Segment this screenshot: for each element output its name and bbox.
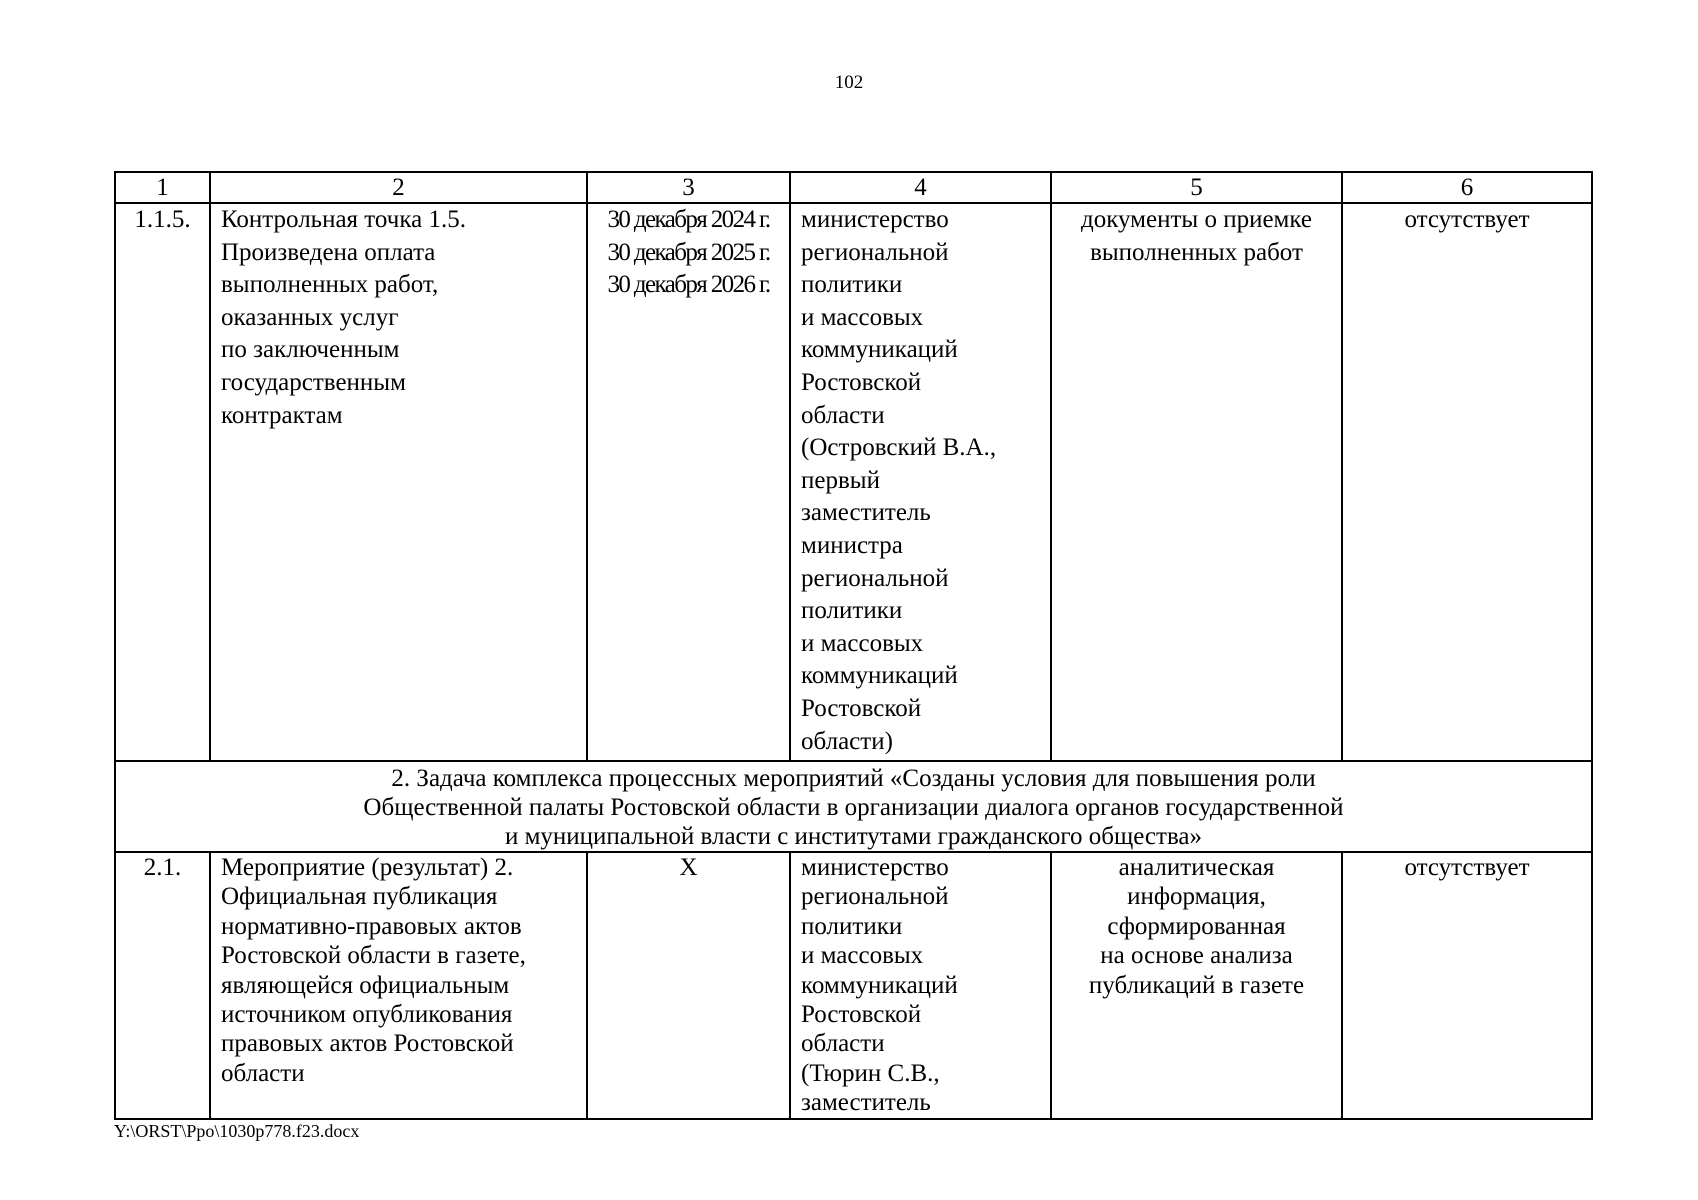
table-row (115, 852, 1592, 1119)
text-line: области) (801, 727, 893, 755)
text-line: региональной (801, 238, 949, 266)
information-system: отсутствует (1342, 852, 1592, 1119)
row-number: 2.1. (115, 852, 210, 1119)
text-line: области (221, 1059, 305, 1087)
text-line: являющейся официальным (221, 971, 510, 999)
text-line: Ростовской области в газете, (221, 942, 526, 970)
text-line: политики (801, 271, 903, 299)
text-line: на основе анализа (1100, 942, 1293, 970)
text-line: аналитическая (1118, 854, 1275, 881)
text-line: министерство (801, 854, 949, 881)
column-number: 6 (1342, 172, 1592, 203)
text-line: и массовых (801, 303, 924, 331)
text-line: политики (801, 597, 903, 625)
text-line: Ростовской (801, 368, 922, 396)
text-line: министра (801, 531, 903, 559)
confirming-document (1051, 203, 1342, 761)
date-line: 30 декабря 2024 г. (607, 206, 770, 233)
footer-file-path: Y:\ORST\Ppo\1030p778.f23.docx (114, 1121, 360, 1141)
responsible-executor (790, 203, 1051, 761)
text-line: оказанных услуг (221, 303, 399, 331)
text-line: региональной (801, 883, 949, 911)
control-points-table (114, 171, 1593, 1120)
text-line: (Тюрин С.В., (801, 1059, 940, 1087)
text-line: сформированная (1107, 912, 1286, 940)
text-line: коммуникаций (801, 662, 958, 690)
text-line: и массовых (801, 629, 924, 657)
date-line: 30 декабря 2026 г. (607, 271, 770, 299)
text-line: контрактам (221, 401, 343, 429)
text-line: Контрольная точка 1.5. (221, 206, 466, 233)
text-line: Произведена оплата (221, 238, 436, 266)
column-number: 5 (1051, 172, 1342, 203)
text-line: Официальная публикация (221, 883, 498, 911)
text-line: Ростовской (801, 694, 922, 722)
deadline-dates (587, 203, 790, 761)
column-number: 4 (790, 172, 1051, 203)
text-line: информация, (1127, 883, 1266, 911)
text-line: министерство (801, 206, 949, 233)
text-line: заместитель (801, 499, 931, 527)
text-line: Ростовской (801, 1001, 922, 1029)
text-line: заместитель (801, 1089, 931, 1117)
text-line: первый (801, 466, 880, 494)
column-number: 1 (115, 172, 210, 203)
text-line: Общественной палаты Ростовской области в организации диалога органов государственной (363, 794, 1344, 821)
text-line: правовых актов Ростовской (221, 1030, 514, 1058)
column-number: 3 (587, 172, 790, 203)
text-line: государственным (221, 368, 406, 396)
column-number: 2 (210, 172, 587, 203)
text-line: Мероприятие (результат) 2. (221, 854, 514, 881)
page-number: 102 (834, 72, 864, 93)
text-line: выполненных работ (1090, 238, 1303, 266)
date-line: 30 декабря 2025 г. (607, 238, 770, 266)
row-number: 1.1.5. (115, 203, 210, 761)
deadline-mark: X (587, 852, 790, 1119)
text-line: региональной (801, 564, 949, 592)
responsible-executor (790, 852, 1051, 1119)
text-line: публикаций в газете (1088, 971, 1305, 999)
text-line: политики (801, 912, 903, 940)
task-row (115, 761, 1592, 852)
text-line: источником опубликования (221, 1001, 513, 1029)
information-system: отсутствует (1342, 203, 1592, 761)
text-line: документы о приемке (1081, 206, 1312, 233)
text-line: коммуникаций (801, 971, 958, 999)
task-heading (115, 761, 1592, 852)
text-line: и муниципальной власти с институтами гражданского общества» (504, 823, 1203, 850)
text-line: (Островский В.А., (801, 434, 997, 462)
text-line: области (801, 401, 885, 429)
text-line: нормативно-правовых актов (221, 912, 522, 940)
text-line: и массовых (801, 942, 924, 970)
text-line: по заключенным (221, 336, 400, 364)
confirming-document (1051, 852, 1342, 1119)
measure-name (210, 852, 587, 1119)
text-line: 2. Задача комплекса процессных мероприятий «Созданы условия для повышения роли (391, 765, 1316, 792)
text-line: области (801, 1030, 885, 1058)
table-row (115, 203, 1592, 761)
text-line: выполненных работ, (221, 271, 439, 299)
text-line: коммуникаций (801, 336, 958, 364)
column-number-row (115, 172, 1592, 203)
control-point-name (210, 203, 587, 761)
